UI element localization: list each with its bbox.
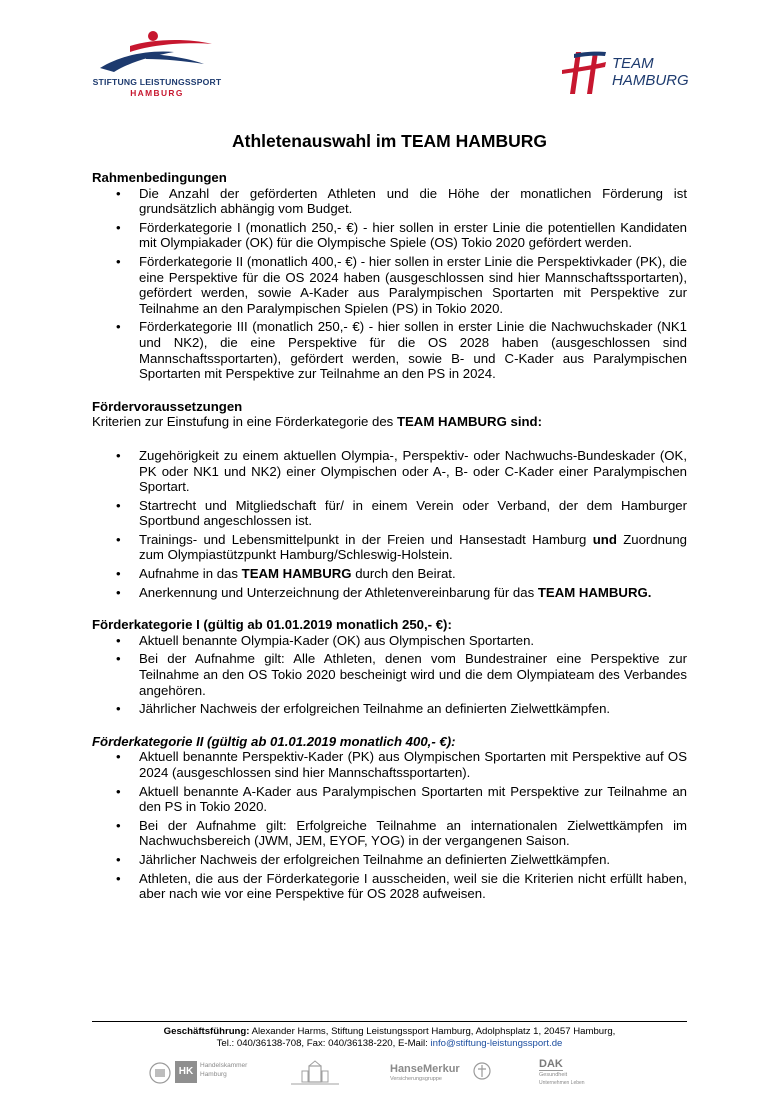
list-item: • Die Anzahl der geförderten Athleten und die Höhe der monatlichen Förderung ist grundsätzlich abhängig vom Budget.	[92, 186, 687, 217]
hansemerkur-subtext: Versicherungsgruppe	[390, 1076, 442, 1082]
team-hamburg-h-icon	[560, 48, 610, 98]
list-item: • Förderkategorie III (monatlich 250,- €) - hier sollen in erster Linie die Nachwuchskader (NK1 und NK2), die eine Perspektive für die OS 2028 haben (ausgeschlossen sind Mannschaftssportarten), gefördert werden, sowie B- und C-Kader aus Paralympischen Sportarten mit Perspektive zur Teilnahme an den PS in 2024.	[92, 319, 687, 381]
hk-mark: HK	[175, 1061, 197, 1083]
list-item: • Startrecht und Mitgliedschaft für/ in einem Verein oder Verband, der dem Hamburger Sportbund angeschlossen ist.	[92, 498, 687, 529]
section-heading-kategorie-1: Förderkategorie I (gültig ab 01.01.2019 monatlich 250,- €):	[92, 617, 452, 633]
section-heading-foerdervoraussetzungen: Fördervoraussetzungen	[92, 398, 243, 414]
list-item: • Anerkennung und Unterzeichnung der Athletenvereinbarung für das TEAM HAMBURG.	[92, 585, 687, 601]
dak-mark: DAK	[539, 1058, 563, 1070]
list-item: • Bei der Aufnahme gilt: Alle Athleten, denen vom Bundestrainer eine Perspektive zur Teilnahme an den OS Tokio 2020 bescheinigt wird und die dem Olympiateam des Verbandes angehören.	[92, 651, 687, 698]
section-heading-kategorie-2: Förderkategorie II (gültig ab 01.01.2019 monatlich 400,- €):	[92, 733, 456, 749]
document-body	[92, 170, 687, 905]
athlete-swoosh-icon	[92, 30, 222, 74]
castle-icon	[287, 1058, 343, 1086]
list-item: • Zugehörigkeit zu einem aktuellen Olympia-, Perspektiv- oder Nachwuchs-Bundeskader (OK, PK oder NK1 und NK2) einer Olympischen oder A-, B- oder C-Kader einer Paralympischen Sportart.	[92, 448, 687, 495]
logo-text-line2: HAMBURG	[130, 88, 184, 98]
hansemerkur-logo	[390, 1058, 500, 1088]
rahmenbedingungen-list	[92, 186, 687, 382]
dak-text-1: Gesundheit	[539, 1072, 568, 1078]
logo-text-line1: STIFTUNG LEISTUNGSSPORT	[92, 77, 222, 87]
hansemerkur-text: HanseMerkur	[390, 1063, 460, 1075]
page-title: Athletenauswahl im TEAM HAMBURG	[231, 131, 548, 151]
logo-text-team: TEAM	[612, 55, 654, 72]
stiftung-leistungssport-logo	[92, 30, 222, 100]
list-item: • Förderkategorie II (monatlich 400,- €) - hier sollen in erster Linie die Perspektivkader (PK), die eine Perspektive für die OS 2024 haben (ausgeschlossen sind hier Mannschaftssportarten), gefördert werden, sowie A-Kader aus Paralympischen Sportarten mit Perspektive zur Teilnahme an den Paralympischen Spielen (PS) in Tokio 2020.	[92, 254, 687, 316]
kategorie-2-list	[92, 749, 687, 901]
sponsor-logos	[145, 1058, 625, 1088]
dak-logo	[539, 1058, 619, 1088]
list-item: • Aktuell benannte A-Kader aus Paralympischen Sportarten mit Perspektive zur Teilnahme an den PS in Tokio 2020.	[92, 784, 687, 815]
list-item: • Bei der Aufnahme gilt: Erfolgreiche Teilnahme an internationalen Zielwettkämpfen im Nachwuchsbereich (JWM, JEM, EYOF, YOG) in der vergangenen Saison.	[92, 818, 687, 849]
crest-icon	[149, 1062, 171, 1084]
logo-text-hamburg: HAMBURG	[612, 72, 689, 89]
hk-text-2: Hamburg	[200, 1071, 227, 1078]
list-item: • Jährlicher Nachweis der erfolgreichen Teilnahme an definierten Zielwettkämpfen.	[92, 852, 687, 868]
foerdervoraussetzungen-list	[92, 448, 687, 600]
hamburg-castle-logo	[287, 1058, 347, 1088]
list-item: • Athleten, die aus der Förderkategorie I ausscheiden, weil sie die Kriterien nicht erfüllt haben, aber nach wie vor eine Perspektive für OS 2028 aufweisen.	[92, 871, 687, 902]
footer	[92, 1026, 687, 1051]
list-item: • Aktuell benannte Perspektiv-Kader (PK) aus Olympischen Sportarten mit Perspektive auf OS 2024 (ausgeschlossen sind hier Mannschaftssportarten).	[92, 749, 687, 780]
hk-text-1: Handelskammer	[200, 1062, 248, 1069]
team-hamburg-logo	[560, 48, 695, 98]
footer-divider	[92, 1021, 687, 1022]
kategorie-1-list	[92, 633, 687, 717]
list-item: • Aufnahme in das TEAM HAMBURG durch den Beirat.	[92, 566, 687, 582]
footer-line-1: Geschäftsführung: Alexander Harms, Stiftung Leistungssport Hamburg, Adolphsplatz 1, 20457 Hamburg,	[163, 1026, 616, 1037]
handelskammer-logo	[145, 1058, 255, 1088]
email-link[interactable]: info@stiftung-leistungssport.de	[430, 1038, 563, 1050]
hansemerkur-emblem-icon	[473, 1062, 491, 1080]
list-item: • Aktuell benannte Olympia-Kader (OK) aus Olympischen Sportarten.	[92, 633, 687, 649]
criteria-intro: Kriterien zur Einstufung in eine Förderkategorie des TEAM HAMBURG sind:	[92, 414, 543, 430]
footer-line-2: Tel.: 040/36138-708, Fax: 040/36138-220, E-Mail: info@stiftung-leistungssport.de	[216, 1038, 563, 1050]
list-item: • Förderkategorie I (monatlich 250,- €) - hier sollen in erster Linie die potentiellen Kandidaten mit Olympiakader (OK) für die Olympische Spiele (OS) Tokio 2020 gefördert werden.	[92, 220, 687, 251]
list-item: • Jährlicher Nachweis der erfolgreichen Teilnahme an definierten Zielwettkämpfen.	[92, 701, 687, 717]
list-item: • Trainings- und Lebensmittelpunkt in der Freien und Hansestadt Hamburg und Zuordnung zum Olympiastützpunkt Hamburg/Schleswig-Holstein.	[92, 532, 687, 563]
section-heading-rahmenbedingungen: Rahmenbedingungen	[92, 170, 227, 185]
dak-text-2: Unternehmen Leben	[539, 1080, 585, 1086]
